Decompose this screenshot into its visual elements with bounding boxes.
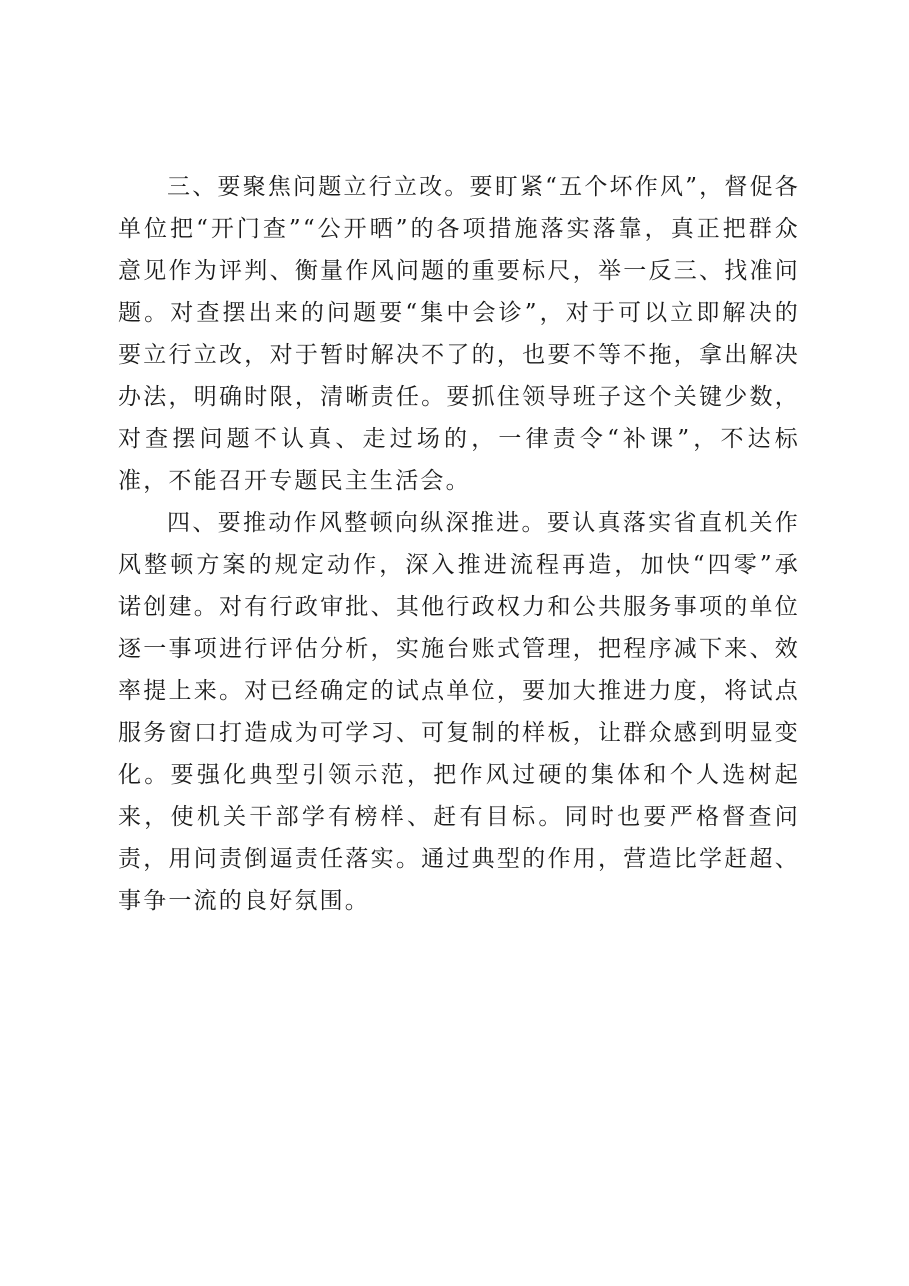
- paragraph-section-three: 三、要聚焦问题立行立改。要盯紧“五个坏作风”，督促各单位把“开门查”“公开晒”的各项措施落实落靠，真正把群众意见作为评判、衡量作风问题的重要标尺，举一反三、找准问题。对查摆出来的问题要“集中会诊”，对于可以立即解决的要立行立改，对于暂时解决不了的，也要不等不拖，拿出解决办法，明确时限，清晰责任。要抓住领导班子这个关键少数，对查摆问题不认真、走过场的，一律责令“补课”，不达标准，不能召开专题民主生活会。: [118, 174, 800, 494]
- document-body: [118, 166, 800, 922]
- paragraph-section-four: 四、要推动作风整顿向纵深推进。要认真落实省直机关作风整顿方案的规定动作，深入推进流程再造，加快“四零”承诺创建。对有行政审批、其他行政权力和公共服务事项的单位逐一事项进行评估分析，实施台账式管理，把程序减下来、效率提上来。对已经确定的试点单位，要加大推进力度，将试点服务窗口打造成为可学习、可复制的样板，让群众感到明显变化。要强化典型引领示范，把作风过硬的集体和个人选树起来，使机关干部学有榜样、赶有目标。同时也要严格督查问责，用问责倒逼责任落实。通过典型的作用，营造比学赶超、事争一流的良好氛围。: [118, 510, 800, 914]
